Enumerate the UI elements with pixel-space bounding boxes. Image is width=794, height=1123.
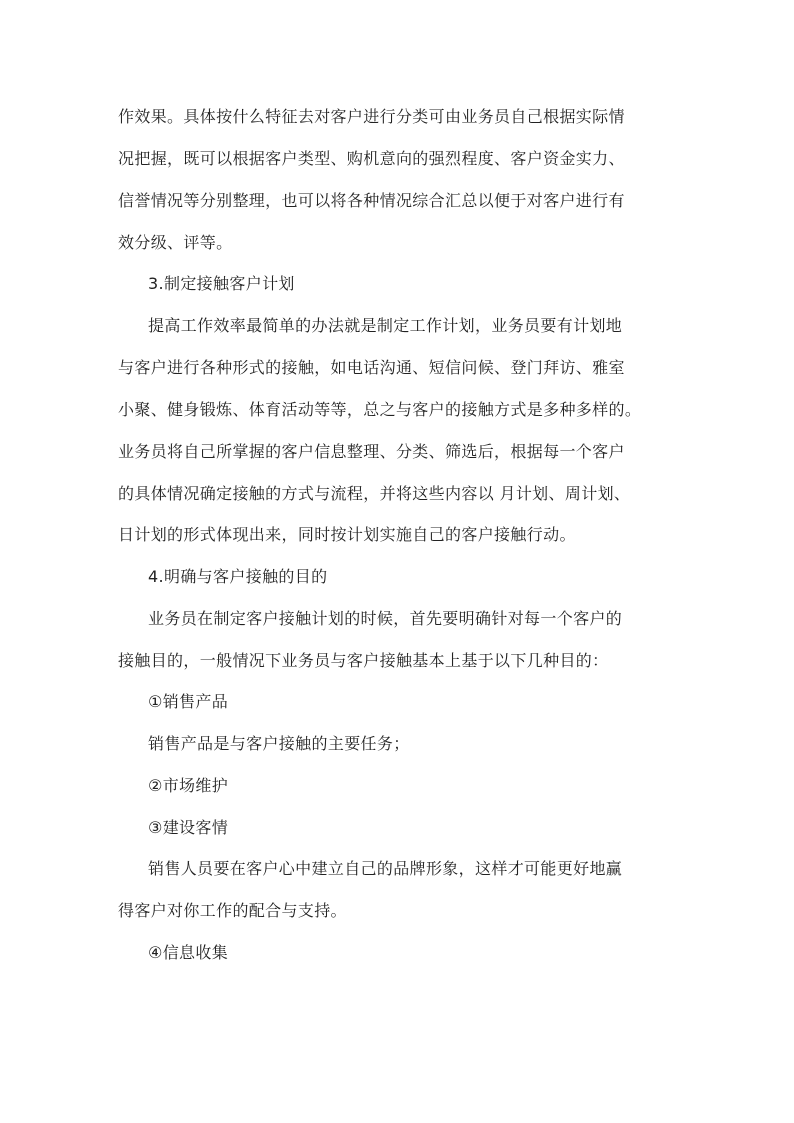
body-text-line: 况把握，既可以根据客户类型、购机意向的强烈程度、客户资金实力、 bbox=[118, 149, 625, 168]
body-text-line: 作效果。具体按什么特征去对客户进行分类可由业务员自己根据实际情 bbox=[118, 107, 625, 126]
list-item-heading: ④信息收集 bbox=[148, 943, 229, 962]
paragraph-first-line: 提高工作效率最简单的办法就是制定工作计划，业务员要有计划地 bbox=[148, 316, 623, 335]
body-text-line: 效分级、评等。 bbox=[118, 233, 233, 252]
body-text-line: 日计划的形式体现出来，同时按计划实施自己的客户接触行动。 bbox=[118, 525, 576, 544]
section-heading: 3.制定接触客户计划 bbox=[148, 274, 295, 293]
body-text-line: 小聚、健身锻炼、体育活动等等，总之与客户的接触方式是多种多样的。 bbox=[118, 400, 642, 419]
body-text-line: 得客户对你工作的配合与支持。 bbox=[118, 901, 347, 920]
list-item-heading: ③建设客情 bbox=[148, 818, 229, 837]
body-text-line: 与客户进行各种形式的接触，如电话沟通、短信问候、登门拜访、雅室 bbox=[118, 358, 625, 377]
paragraph-first-line: 销售产品是与客户接触的主要任务； bbox=[148, 734, 410, 753]
body-text-line: 接触目的，一般情况下业务员与客户接触基本上基于以下几种目的： bbox=[118, 651, 609, 670]
body-text-line: 信誉情况等分别整理，也可以将各种情况综合汇总以便于对客户进行有 bbox=[118, 191, 625, 210]
paragraph-first-line: 业务员在制定客户接触计划的时候，首先要明确针对每一个客户的 bbox=[148, 609, 623, 628]
list-item-heading: ②市场维护 bbox=[148, 776, 229, 795]
section-heading: 4.明确与客户接触的目的 bbox=[148, 567, 328, 586]
body-text-line: 业务员将自己所掌握的客户信息整理、分类、筛选后，根据每一个客户 bbox=[118, 442, 625, 461]
list-item-heading: ①销售产品 bbox=[148, 692, 229, 711]
body-text-line: 的具体情况确定接触的方式与流程，并将这些内容以 月计划、周计划、 bbox=[118, 484, 631, 503]
paragraph-first-line: 销售人员要在客户心中建立自己的品牌形象，这样才可能更好地赢 bbox=[148, 859, 623, 878]
